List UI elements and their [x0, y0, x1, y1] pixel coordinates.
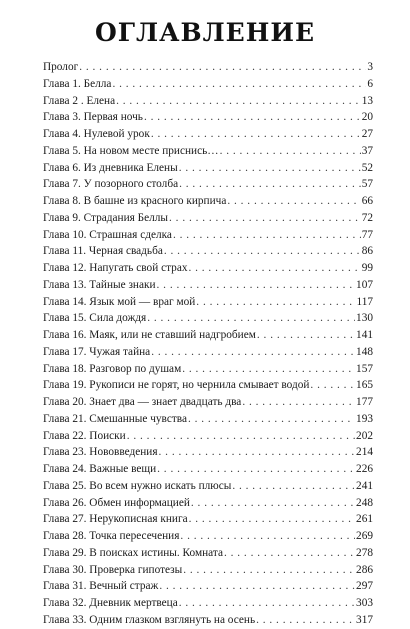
toc-entry-page-number: 297 — [356, 580, 373, 593]
toc-dot-leader — [220, 143, 361, 160]
toc-dot-leader — [151, 126, 361, 143]
toc-entry-page-number: 193 — [356, 412, 373, 425]
toc-entry-page-number: 117 — [356, 295, 373, 308]
toc-entry-page-number: 269 — [356, 530, 373, 542]
toc-entry — [43, 277, 373, 294]
toc-dot-leader — [227, 193, 360, 210]
toc-entry — [43, 495, 373, 512]
toc-entry-label: Глава 22. Поиски — [43, 429, 126, 442]
toc-dot-leader — [242, 394, 355, 411]
toc-entry-label: Глава 14. Язык мой — враг мой — [43, 295, 196, 308]
toc-dot-leader — [173, 227, 361, 244]
toc-entry-label: Глава 18. Разговор по душам — [43, 362, 182, 375]
toc-entry — [43, 578, 373, 595]
toc-entry-page-number: 52 — [361, 161, 373, 174]
toc-entry — [43, 176, 373, 193]
toc-entry-label: Глава 9. Страдания Беллы — [43, 211, 169, 224]
toc-entry-label: Глава 28. Точка пересечения — [43, 530, 180, 542]
toc-dot-leader — [188, 260, 360, 277]
toc-dot-leader — [189, 511, 355, 528]
toc-dot-leader — [164, 243, 361, 260]
toc-entry-label: Глава 2 . Елена — [43, 94, 116, 107]
toc-entry — [43, 93, 373, 110]
toc-entry — [43, 243, 373, 260]
toc-entry-label: Глава 19. Рукописи не горят, но чернила смывает водой — [43, 379, 310, 392]
toc-dot-leader — [180, 528, 355, 545]
toc-entry — [43, 109, 373, 126]
toc-entry-label: Глава 17. Чужая тайна — [43, 345, 151, 358]
toc-entry — [43, 126, 373, 143]
toc-entry-label: Глава 10. Страшная сделка — [43, 228, 172, 241]
toc-entry-label: Глава 23. Нововведения — [43, 446, 158, 459]
toc-entry-page-number: 177 — [356, 396, 373, 408]
toc-entry — [43, 76, 373, 93]
toc-entry-label: Глава 13. Тайные знаки — [43, 278, 156, 291]
toc-entry-page-number: 317 — [356, 613, 373, 626]
toc-dot-leader — [79, 59, 366, 76]
toc-entry-page-number: 278 — [356, 546, 373, 559]
toc-entry-page-number: 27 — [361, 128, 373, 140]
toc-dot-leader — [147, 310, 355, 327]
toc-entry — [43, 428, 373, 445]
toc-entry-page-number: 214 — [356, 446, 373, 459]
toc-entry — [43, 310, 373, 327]
toc-entry — [43, 562, 373, 579]
toc-entry — [43, 160, 373, 177]
toc-entry-page-number: 3 — [367, 61, 373, 73]
toc-entry — [43, 377, 373, 394]
toc-entry-page-number: 303 — [356, 597, 373, 609]
toc-entry-page-number: 286 — [356, 563, 373, 576]
toc-entry — [43, 327, 373, 344]
toc-dot-leader — [159, 444, 356, 461]
toc-entry-label: Глава 4. Нулевой урок — [43, 128, 150, 140]
toc-entry-page-number: 86 — [361, 245, 373, 258]
toc-entry-page-number: 261 — [356, 513, 373, 526]
toc-dot-leader — [116, 93, 361, 110]
toc-entry-page-number: 241 — [356, 479, 373, 492]
toc-entry-page-number: 66 — [361, 195, 373, 207]
toc-entry-page-number: 202 — [356, 429, 373, 442]
toc-entry-label: Глава 29. В поисках истины. Комната — [43, 546, 223, 559]
toc-entry-page-number: 99 — [361, 262, 373, 274]
toc-entry-page-number: 57 — [361, 178, 373, 191]
toc-entry-label: Глава 3. Первая ночь — [43, 111, 143, 124]
toc-dot-leader — [159, 578, 355, 595]
toc-entry — [43, 528, 373, 545]
toc-dot-leader — [157, 277, 356, 294]
toc-entry — [43, 210, 373, 227]
toc-entry-label: Глава 27. Нерукописная книга — [43, 513, 188, 526]
toc-entry — [43, 361, 373, 378]
toc-entry-label: Глава 21. Смешанные чувства — [43, 412, 187, 425]
toc-dot-leader — [257, 327, 355, 344]
toc-entry-label: Глава 32. Дневник мертвеца — [43, 597, 178, 609]
toc-dot-leader — [112, 76, 366, 93]
toc-entry-page-number: 6 — [367, 77, 373, 90]
toc-entry-label: Глава 1. Белла — [43, 77, 112, 90]
toc-entry-label: Глава 26. Обмен информацией — [43, 496, 190, 509]
toc-dot-leader — [310, 377, 355, 394]
toc-dot-leader — [256, 612, 355, 629]
toc-entry — [43, 444, 373, 461]
toc-entry — [43, 511, 373, 528]
toc-entry-page-number: 72 — [361, 211, 373, 224]
toc-entry — [43, 545, 373, 562]
toc-dot-leader — [224, 545, 355, 562]
toc-entry-page-number: 157 — [356, 362, 373, 375]
toc-entry-page-number: 37 — [361, 144, 373, 157]
toc-entry-page-number: 226 — [356, 463, 373, 475]
toc-entry-label: Глава 5. На новом месте приснись… — [43, 144, 219, 157]
toc-entry — [43, 344, 373, 361]
toc-dot-leader — [179, 176, 361, 193]
toc-entry-label: Глава 7. У позорного столба — [43, 178, 179, 191]
toc-entry — [43, 59, 373, 76]
toc-entry-label: Глава 11. Черная свадьба — [43, 245, 163, 258]
toc-entry-page-number: 148 — [356, 345, 373, 358]
toc-entry-label: Глава 15. Сила дождя — [43, 312, 147, 325]
toc-entry — [43, 227, 373, 244]
toc-entry-label: Глава 16. Маяк, или не ставший надгробием — [43, 329, 256, 341]
toc-entry-page-number: 77 — [361, 228, 373, 241]
toc-entry-label: Глава 20. Знает два — знает двадцать два — [43, 396, 242, 408]
toc-entry — [43, 461, 373, 478]
toc-entry-page-number: 107 — [356, 278, 373, 291]
toc-entry-label: Глава 12. Напугать свой страх — [43, 262, 188, 274]
toc-dot-leader — [144, 109, 361, 126]
toc-dot-leader — [183, 562, 355, 579]
page-title: ОГЛАВЛЕНИЕ — [94, 18, 316, 47]
toc-entry — [43, 294, 373, 311]
toc-entry — [43, 411, 373, 428]
toc-entry-page-number: 165 — [356, 379, 373, 392]
toc-dot-leader — [157, 461, 355, 478]
toc-entry-label: Пролог — [43, 61, 79, 73]
toc-entry-page-number: 141 — [356, 329, 373, 341]
toc-entry — [43, 394, 373, 411]
toc-dot-leader — [127, 428, 355, 445]
toc-dot-leader — [179, 595, 355, 612]
toc-dot-leader — [196, 294, 355, 311]
toc-entry — [43, 478, 373, 495]
toc-entry-label: Глава 33. Одним глазком взглянуть на осень — [43, 613, 256, 626]
toc-entry-label: Глава 8. В башне из красного кирпича — [43, 195, 227, 207]
toc-dot-leader — [151, 344, 355, 361]
toc-entry — [43, 193, 373, 210]
toc-entry-page-number: 248 — [356, 496, 373, 509]
toc-dot-leader — [188, 411, 355, 428]
toc-entry-page-number: 13 — [361, 94, 373, 107]
toc-entry-label: Глава 6. Из дневника Елены — [43, 161, 178, 174]
toc-entry-label: Глава 24. Важные вещи — [43, 463, 157, 475]
toc-entry — [43, 595, 373, 612]
toc-entry — [43, 260, 373, 277]
toc-entry-label: Глава 30. Проверка гипотезы — [43, 563, 183, 576]
toc-entry-label: Глава 25. Во всем нужно искать плюсы — [43, 479, 232, 492]
toc-entry — [43, 612, 373, 629]
toc-entry-page-number: 130 — [356, 312, 373, 325]
toc-entry-label: Глава 31. Вечный страж — [43, 580, 159, 593]
table-of-contents — [43, 59, 373, 629]
toc-dot-leader — [182, 361, 355, 378]
toc-dot-leader — [179, 160, 361, 177]
toc-dot-leader — [191, 495, 355, 512]
toc-dot-leader — [232, 478, 355, 495]
toc-entry — [43, 143, 373, 160]
toc-dot-leader — [169, 210, 361, 227]
toc-entry-page-number: 20 — [361, 111, 373, 124]
